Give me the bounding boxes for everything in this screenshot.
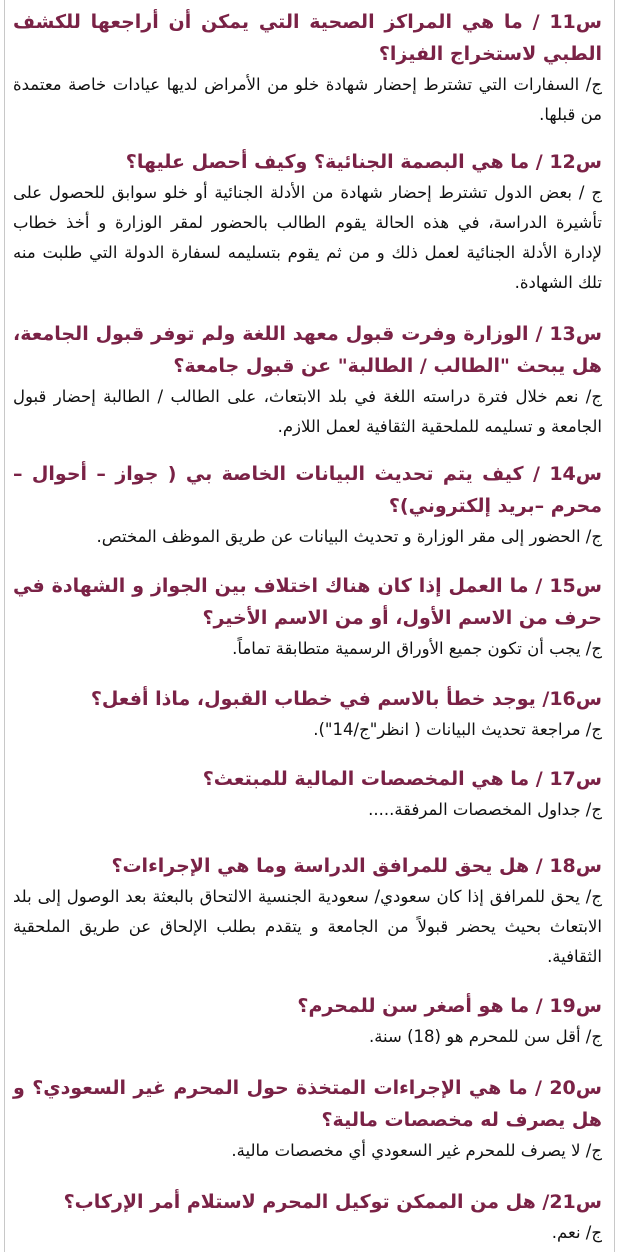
question-12: س12 / ما هي البصمة الجنائية؟ وكيف أحصل عليها؟ (125, 151, 602, 173)
question-13: س13 / الوزارة وفرت قبول معهد اللغة ولم توفر قبول الجامعة، هل يبحث "الطالب / الطالبة" عن قبول جامعة؟ (13, 323, 602, 377)
answer-21: ج/ نعم. (551, 1223, 602, 1242)
faq-item-21 (13, 1186, 602, 1248)
faq-item-11 (13, 6, 602, 130)
question-20: س20 / ما هي الإجراءات المتخذة حول المحرم غير السعودي؟ و هل يصرف له مخصصات مالية؟ (13, 1077, 602, 1131)
question-14: س14 / كيف يتم تحديث البيانات الخاصة بي ( جواز – أحوال – محرم –بريد إلكتروني)؟ (13, 463, 602, 517)
faq-page (4, 0, 615, 1252)
answer-15: ج/ يجب أن تكون جميع الأوراق الرسمية متطابقة تماماً. (232, 639, 602, 658)
answer-13: ج/ نعم خلال فترة دراسته اللغة في بلد الابتعاث، على الطالب / الطالبة إحضار قبول الجامعة و تسليمه للملحقية الثقافية لعمل اللازم. (13, 387, 602, 436)
faq-item-19 (13, 990, 602, 1052)
question-15: س15 / ما العمل إذا كان هناك اختلاف بين الجواز و الشهادة في حرف من الاسم الأول، أو من الاسم الأخير؟ (13, 575, 602, 629)
faq-item-13 (13, 318, 602, 442)
answer-17: ج/ جداول المخصصات المرفقة..... (368, 800, 602, 819)
question-18: س18 / هل يحق للمرافق الدراسة وما هي الإجراءات؟ (111, 855, 602, 877)
faq-item-16 (13, 683, 602, 745)
question-17: س17 / ما هي المخصصات المالية للمبتعث؟ (202, 768, 602, 790)
answer-16: ج/ مراجعة تحديث البيانات ( انظر"ج/14"). (313, 720, 602, 739)
question-19: س19 / ما هو أصغر سن للمحرم؟ (297, 995, 602, 1017)
question-21: س21/ هل من الممكن توكيل المحرم لاستلام أمر الإركاب؟ (63, 1191, 602, 1213)
question-11: س11 / ما هي المراكز الصحية التي يمكن أن أراجعها للكشف الطبي لاستخراج الفيزا؟ (13, 11, 602, 65)
faq-item-14 (13, 458, 602, 552)
faq-item-15 (13, 570, 602, 664)
answer-20: ج/ لا يصرف للمحرم غير السعودي أي مخصصات مالية. (231, 1141, 602, 1160)
answer-18: ج/ يحق للمرافق إذا كان سعودي/ سعودية الجنسية الالتحاق بالبعثة بعد الوصول إلى بلد الابتعاث بحيث يحضر قبولاً من الجامعة و يتقدم بطلب الإلحاق عن طريق الملحقية الثقافية. (13, 887, 602, 966)
faq-item-12 (13, 146, 602, 298)
answer-14: ج/ الحضور إلى مقر الوزارة و تحديث البيانات عن طريق الموظف المختص. (96, 527, 602, 546)
faq-item-18 (13, 850, 602, 972)
question-16: س16/ يوجد خطأ بالاسم في خطاب القبول، ماذا أفعل؟ (90, 688, 602, 710)
faq-item-20 (13, 1072, 602, 1166)
answer-12: ج / بعض الدول تشترط إحضار شهادة من الأدلة الجنائية أو خلو سوابق للحصول على تأشيرة الدراسة، في هذه الحالة يقوم الطالب بالحضور لمقر الوزارة و أخذ خطاب لإدارة الأدلة الجنائية لعمل ذلك و من ثم يقوم بتسليمه لسفارة الدولة التي طلبت منه تلك الشهادة. (13, 183, 602, 292)
answer-19: ج/ أقل سن للمحرم هو (18) سنة. (368, 1027, 602, 1046)
answer-11: ج/ السفارات التي تشترط إحضار شهادة خلو من الأمراض لديها عيادات خاصة معتمدة من قبلها. (13, 75, 602, 124)
faq-item-17 (13, 763, 602, 825)
